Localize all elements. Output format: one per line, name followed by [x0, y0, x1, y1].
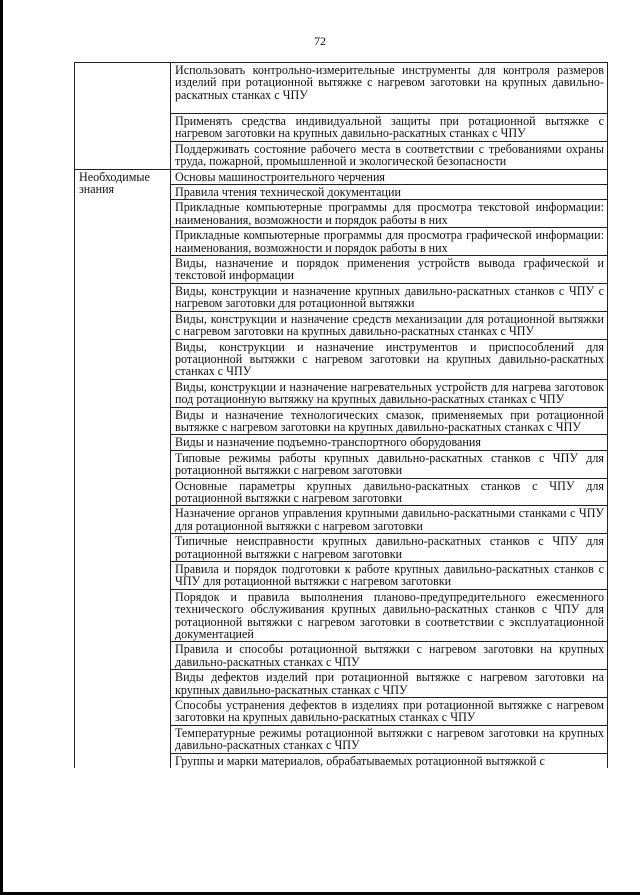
knowledge-item: Прикладные компьютерные программы для просмотра графической информации: наименования, возможности и порядок работы в них [171, 228, 608, 256]
knowledge-item: Порядок и правила выполнения планово-предупредительного ежесменного технического обслуживания крупных давильно-раскатных станков с ЧПУ для ротационной вытяжки с нагревом заготовки в соответствии с эксплуатационной документацией [171, 589, 608, 642]
table-row [75, 63, 608, 114]
skill-item: Применять средства индивидуальной защиты при ротационной вытяжке с нагревом заготовки на крупных давильно-раскатных станках с ЧПУ [171, 114, 608, 142]
knowledge-item: Основные параметры крупных давильно-раскатных станков с ЧПУ для ротационной вытяжки с нагревом заготовки [171, 478, 608, 506]
knowledge-item: Виды, конструкции и назначение крупных давильно-раскатных станков с ЧПУ с нагревом заготовки для ротационной вытяжки [171, 283, 608, 311]
knowledge-item: Виды, назначение и порядок применения устройств вывода графической и текстовой информации [171, 256, 608, 284]
knowledge-item: Правила чтения технической документации [171, 185, 608, 200]
knowledge-item: Прикладные компьютерные программы для просмотра текстовой информации: наименования, возможности и порядок работы в них [171, 200, 608, 228]
knowledge-item: Правила и порядок подготовки к работе крупных давильно-раскатных станков с ЧПУ для ротационной вытяжки с нагревом заготовки [171, 562, 608, 590]
knowledge-item: Виды и назначение технологических смазок, применяемых при ротационной вытяжке с нагревом заготовки на крупных давильно-раскатных станках с ЧПУ [171, 407, 608, 435]
knowledge-item: Виды и назначение подъемно-транспортного оборудования [171, 435, 608, 450]
skill-item: Использовать контрольно-измерительные инструменты для контроля размеров изделий при ротационной вытяжке с нагревом заготовки на крупных давильно-раскатных станках с ЧПУ [171, 63, 608, 114]
page-number: 72 [314, 34, 326, 48]
knowledge-item: Типовые режимы работы крупных давильно-раскатных станков с ЧПУ для ротационной вытяжки с нагревом заготовки [171, 450, 608, 478]
knowledge-item: Виды, конструкции и назначение средств механизации для ротационной вытяжки с нагревом заготовки на крупных давильно-раскатных станках с ЧПУ [171, 311, 608, 339]
section-label-knowledge: Необходимые знания [75, 169, 171, 768]
knowledge-item: Виды, конструкции и назначение инструментов и приспособлений для ротационной вытяжки с нагревом заготовки на крупных давильно-раскатных станках с ЧПУ [171, 339, 608, 379]
knowledge-item: Виды дефектов изделий при ротационной вытяжке с нагревом заготовки на крупных давильно-раскатных станках с ЧПУ [171, 670, 608, 698]
knowledge-item: Основы машиностроительного черчения [171, 169, 608, 184]
knowledge-item: Назначение органов управления крупными давильно-раскатными станками с ЧПУ для ротационной вытяжки с нагревом заготовки [171, 506, 608, 534]
knowledge-item: Виды, конструкции и назначение нагревательных устройств для нагрева заготовок под ротационную вытяжку на крупных давильно-раскатных станках с ЧПУ [171, 379, 608, 407]
knowledge-item: Типичные неисправности крупных давильно-раскатных станков с ЧПУ для ротационной вытяжки с нагревом заготовки [171, 534, 608, 562]
section-label-skills [75, 63, 171, 170]
scan-frame-left [0, 0, 3, 895]
knowledge-item: Способы устранения дефектов в изделиях при ротационной вытяжке с нагревом заготовки на крупных давильно-раскатных станках с ЧПУ [171, 698, 608, 726]
table-row [75, 169, 608, 184]
knowledge-item: Группы и марки материалов, обрабатываемых ротационной вытяжкой с [171, 753, 608, 768]
skill-item: Поддерживать состояние рабочего места в соответствии с требованиями охраны труда, пожарной, промышленной и экологической безопасности [171, 141, 608, 169]
requirements-table [74, 62, 608, 768]
knowledge-item: Температурные режимы ротационной вытяжки с нагревом заготовки на крупных давильно-раскатных станках с ЧПУ [171, 725, 608, 753]
knowledge-item: Правила и способы ротационной вытяжки с нагревом заготовки на крупных давильно-раскатных станках с ЧПУ [171, 642, 608, 670]
